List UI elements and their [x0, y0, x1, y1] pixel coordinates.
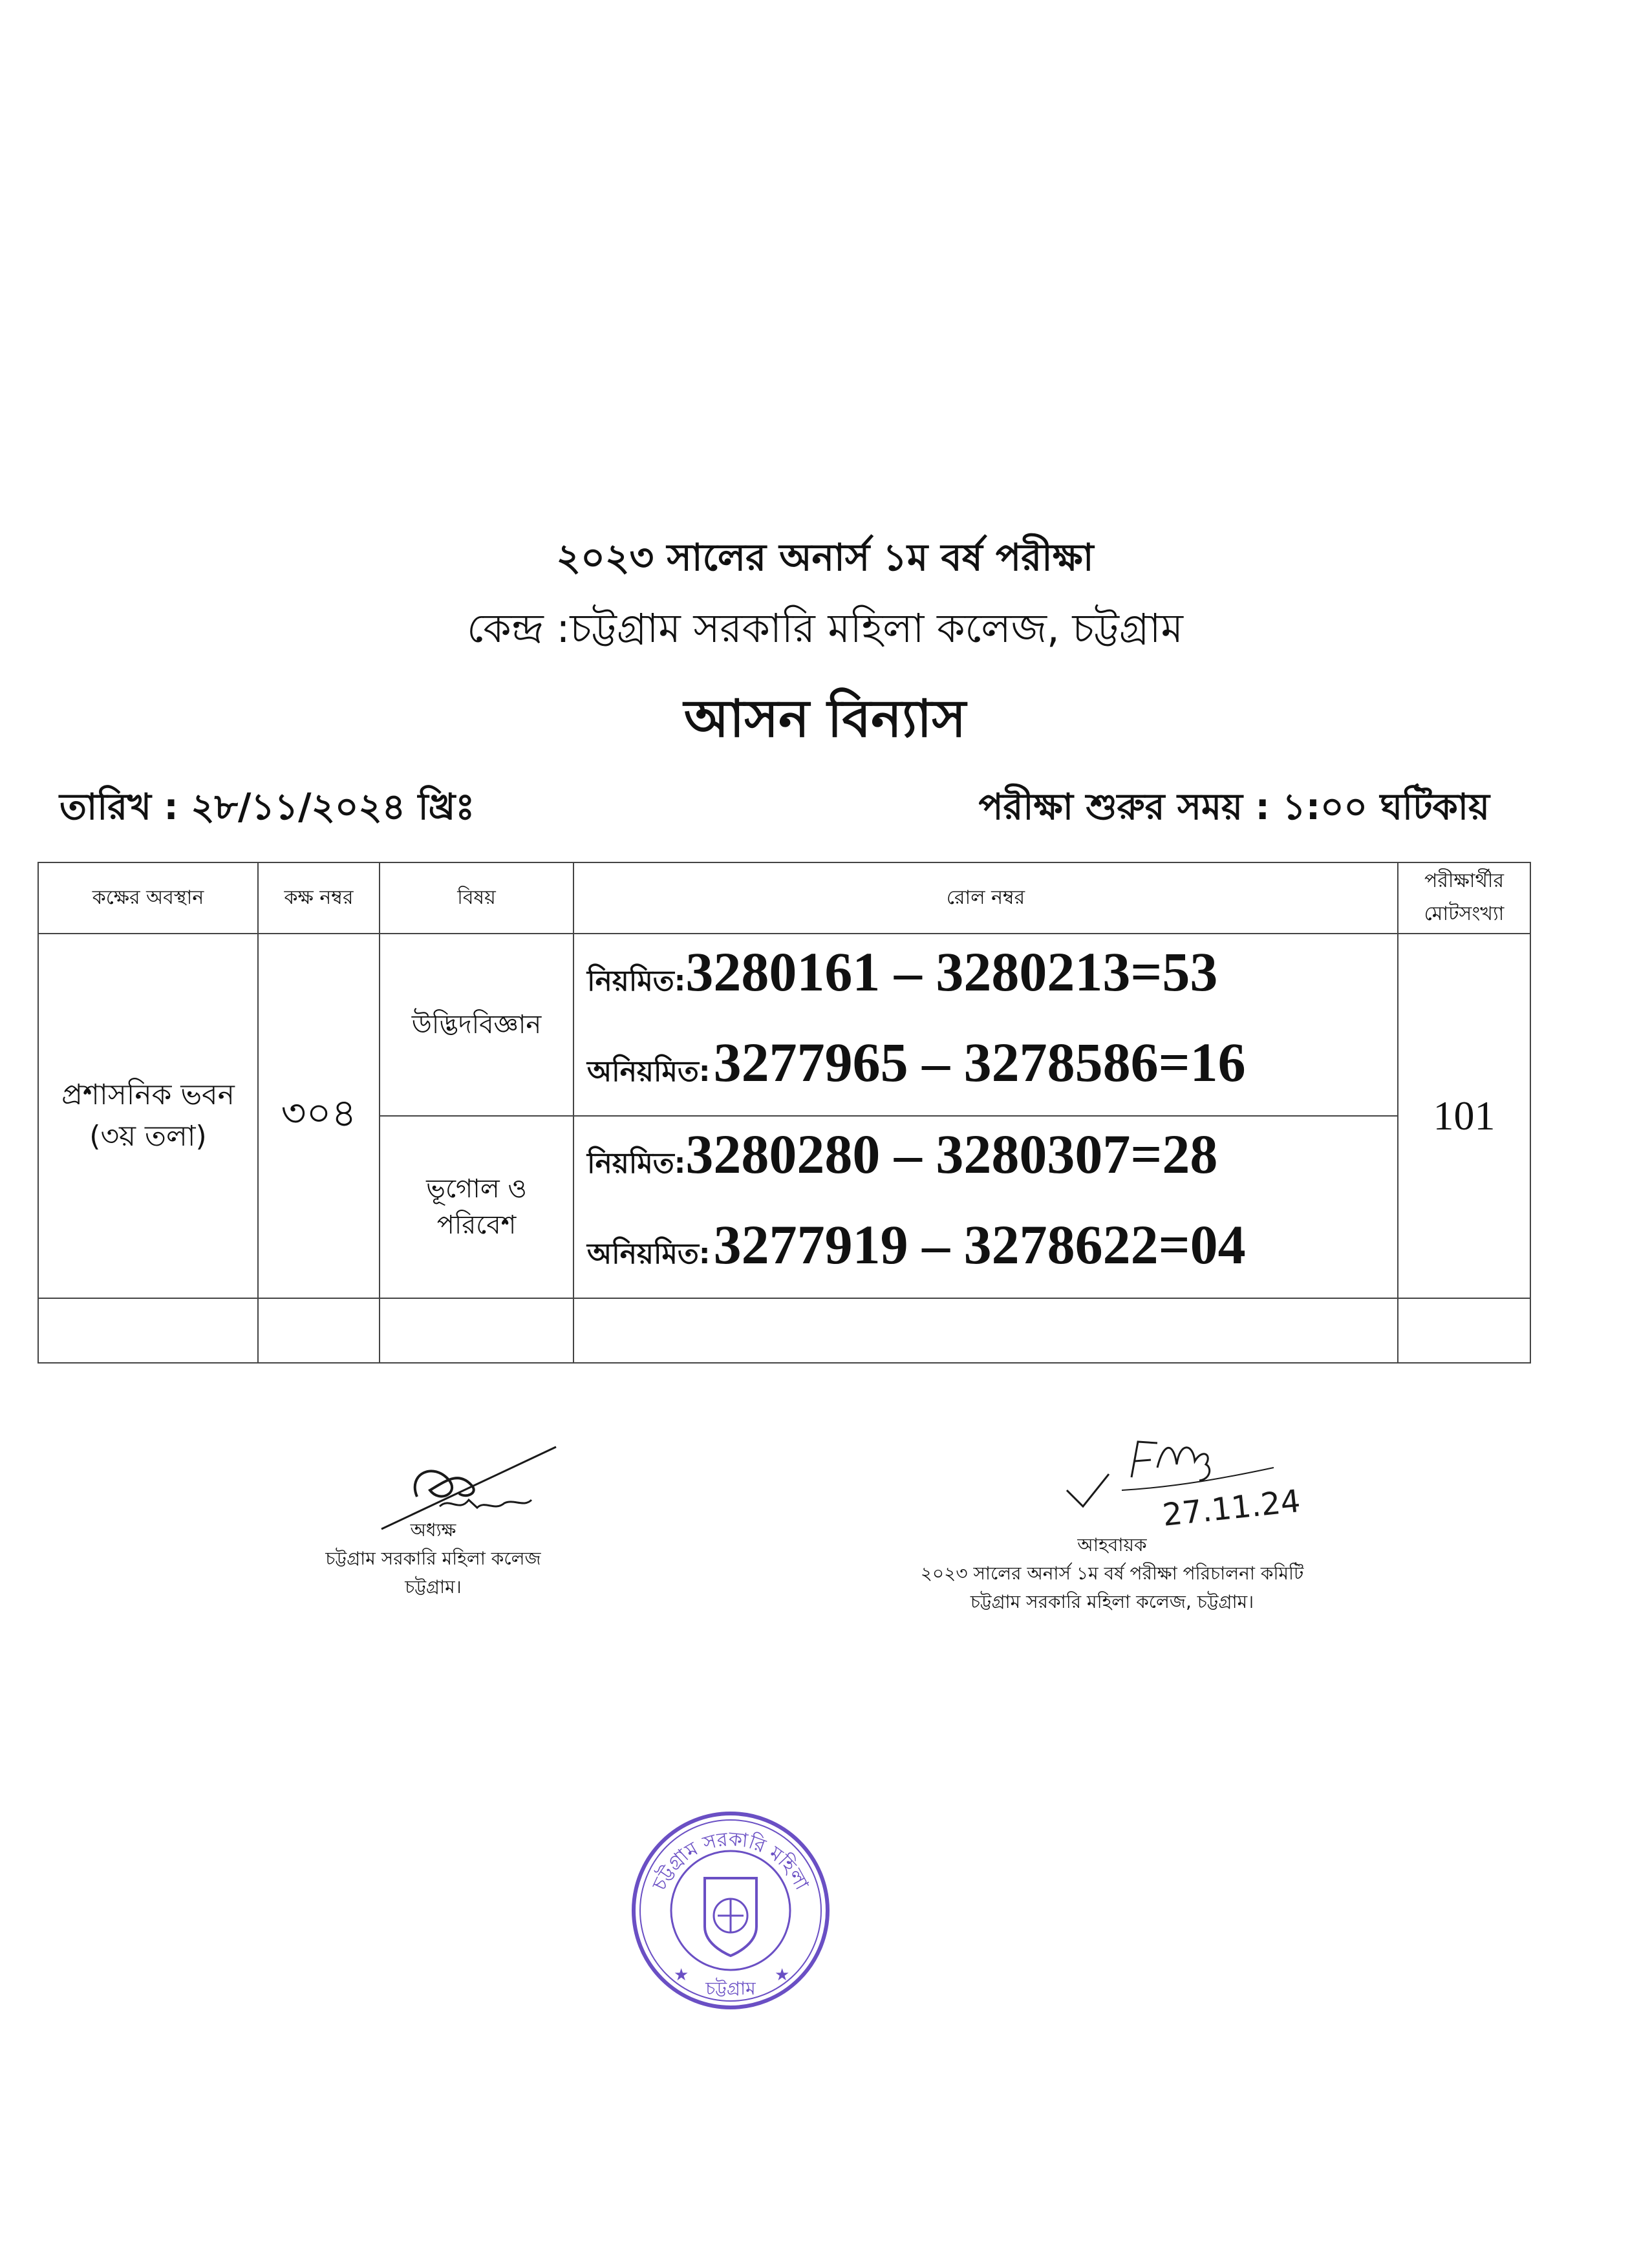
regular-label: নিয়মিত:	[587, 965, 686, 998]
regular-roll-range: 3280161 – 3280213=53	[685, 941, 1218, 1003]
irregular-roll-range: 3277965 – 3278586=16	[713, 1031, 1246, 1093]
header-total-line2: মোটসংখ্যা	[1424, 903, 1505, 925]
empty-cell	[38, 1298, 258, 1363]
irregular-label: অনিয়মিত:	[587, 1237, 711, 1270]
svg-text:চট্টগ্রাম সরকারি মহিলা	[648, 1828, 813, 1894]
exam-date: তারিখ : ২৮/১১/২০২৪ খ্রিঃ	[59, 786, 475, 828]
subject-line2: পরিবেশ	[436, 1210, 517, 1240]
exam-center: কেন্দ্র :চট্টগ্রাম সরকারি মহিলা কলেজ, চট্টগ্রাম	[467, 604, 1183, 652]
exam-title: ২০২৩ সালের অনার্স ১ম বর্ষ পরীক্ষা	[556, 535, 1094, 579]
seal-text-top: চট্টগ্রাম সরকারি মহিলা	[648, 1828, 813, 1894]
irregular-roll-line	[587, 1207, 1397, 1298]
regular-roll-line	[587, 934, 1397, 1025]
irregular-label: অনিয়মিত:	[587, 1055, 711, 1088]
svg-text:★: ★	[674, 1965, 689, 1985]
convener-signature-block	[834, 1531, 1390, 1616]
roll-range-cell	[573, 934, 1398, 1116]
irregular-roll-range: 3277919 – 3278622=04	[713, 1214, 1246, 1276]
location-building: প্রশাসনিক ভবন	[61, 1078, 235, 1111]
regular-roll-line	[587, 1117, 1397, 1207]
svg-text:★: ★	[775, 1965, 790, 1985]
empty-cell	[380, 1298, 573, 1363]
regular-roll-range: 3280280 – 3280307=28	[685, 1123, 1218, 1185]
header-location: কক্ষের অবস্থান	[38, 862, 258, 934]
location-floor: (৩য় তলা)	[89, 1120, 207, 1153]
convener-org: চট্টগ্রাম সরকারি মহিলা কলেজ, চট্টগ্রাম।	[970, 1591, 1254, 1612]
table-row-empty	[38, 1298, 1530, 1363]
header-total	[1398, 862, 1530, 934]
convener-title: আহবায়ক	[1077, 1534, 1147, 1556]
page-title: আসন বিন্যাস	[683, 689, 967, 749]
header-roll: রোল নম্বর	[573, 862, 1398, 934]
convener-signature-date: 27.11.24	[1161, 1482, 1302, 1534]
subject-line1: ভূগোল ও	[426, 1174, 527, 1204]
header-subject: বিষয়	[380, 862, 573, 934]
subject-cell: উদ্ভিদবিজ্ঞান	[380, 934, 573, 1116]
empty-cell	[1398, 1298, 1530, 1363]
principal-city: চট্টগ্রাম।	[405, 1576, 462, 1598]
college-seal	[627, 1807, 834, 2014]
seal-text-bottom: চট্টগ্রাম	[705, 1978, 756, 1999]
room-number: ৩০৪	[258, 934, 380, 1298]
irregular-roll-line	[587, 1025, 1397, 1115]
header-total-line1: পরীক্ষার্থীর	[1424, 870, 1504, 892]
regular-label: নিয়মিত:	[587, 1147, 686, 1180]
exam-start-time: পরীক্ষা শুরুর সময় : ১:০০ ঘটিকায়	[978, 786, 1490, 828]
table-header-row	[38, 862, 1530, 934]
principal-signature-block	[259, 1516, 608, 1601]
roll-range-cell	[573, 1116, 1398, 1298]
subject-cell	[380, 1116, 573, 1298]
empty-cell	[573, 1298, 1398, 1363]
total-examinees: 101	[1398, 934, 1530, 1298]
table-row	[38, 934, 1530, 1116]
seat-plan-table	[38, 862, 1531, 1364]
principal-org: চট্টগ্রাম সরকারি মহিলা কলেজ	[325, 1548, 541, 1569]
convener-committee: ২০২৩ সালের অনার্স ১ম বর্ষ পরীক্ষা পরিচালনা কমিটি	[920, 1563, 1304, 1584]
empty-cell	[258, 1298, 380, 1363]
header-room: কক্ষ নম্বর	[258, 862, 380, 934]
room-location-cell	[38, 934, 258, 1298]
principal-title: অধ্যক্ষ	[410, 1519, 456, 1541]
convener-signature	[1060, 1429, 1358, 1539]
